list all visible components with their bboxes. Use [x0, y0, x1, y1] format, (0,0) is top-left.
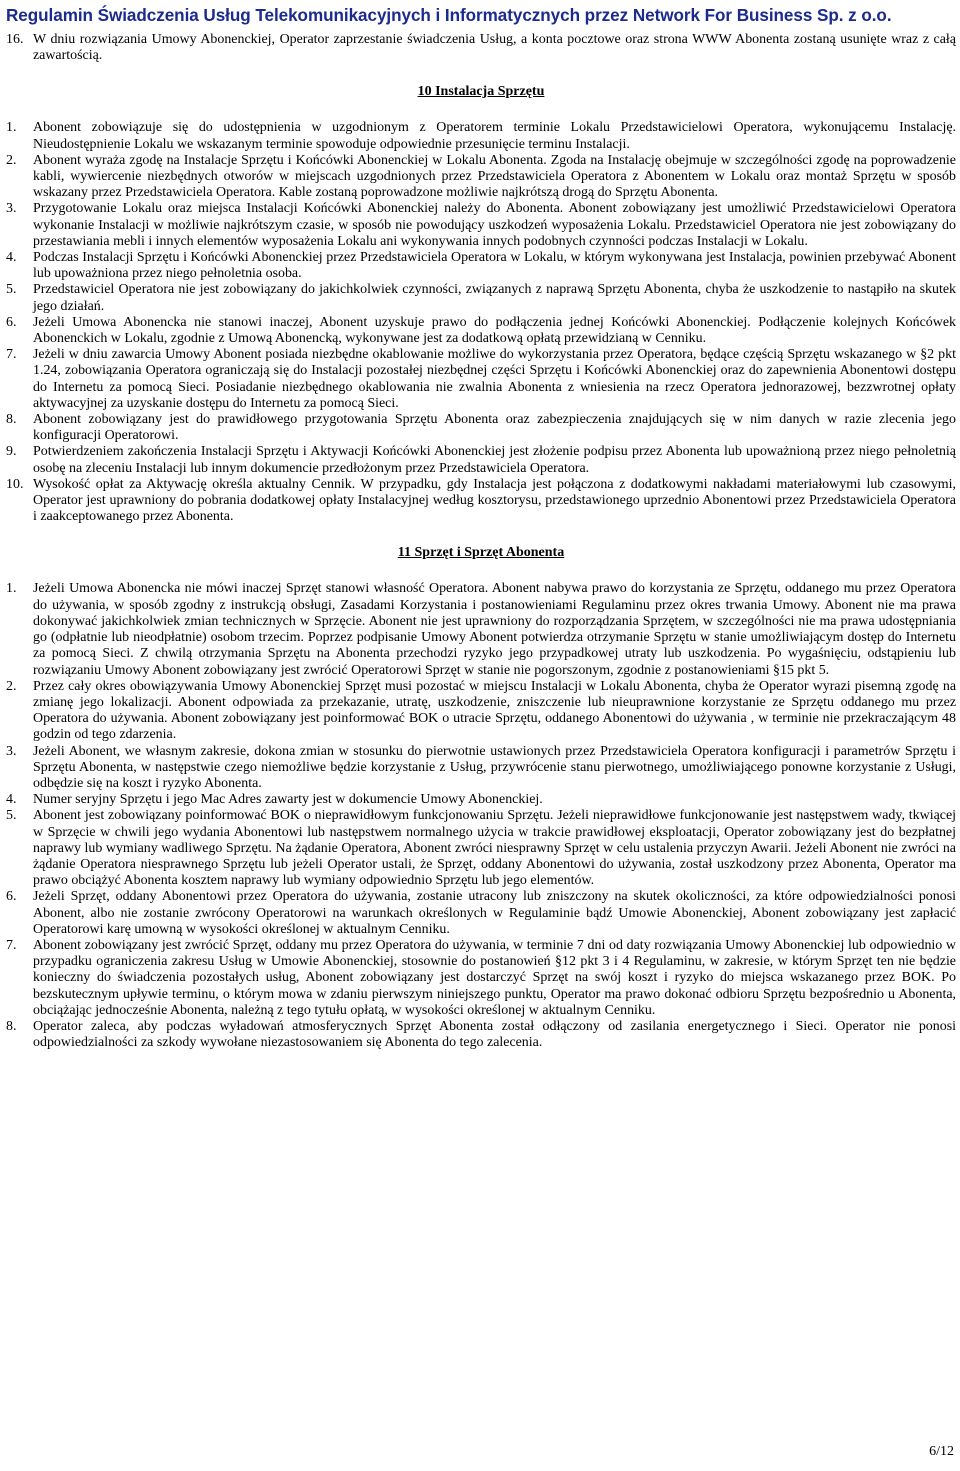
list-item: [6, 444, 956, 476]
list-item: [6, 282, 956, 314]
list-item-number: 7.: [6, 937, 17, 953]
list-item-text: Podczas Instalacji Sprzętu i Końcówki Abonenckiej przez Przedstawiciela Operatora w Lokalu, w którym wykonywana jest Instalacja, powinien przebywać Abonent lub upoważniona przez niego pełnoletnia osoba.: [33, 250, 956, 282]
list-item: [6, 938, 956, 1019]
list-item: [6, 1019, 956, 1051]
list-item-number: 2.: [6, 678, 17, 694]
list-item-text: Abonent wyraża zgodę na Instalacje Sprzętu i Końcówki Abonenckiej w Lokalu Abonenta. Zgoda na Instalację obejmuje w szczególności zgodę na poprowadzenie kabli, wywiercenie niezbędnych otworów w miejscach uzgodnionych przez Przedstawiciela Operatora z Abonentem w Lokalu oraz montaż Sprzętu w sposób wskazany przez Przedstawiciela Operatora. Kable zostaną poprowadzone możliwie najkrótszą drogą do Sprzętu Abonenta.: [33, 152, 956, 201]
list-item: [6, 250, 956, 282]
list-item-text: Przygotowanie Lokalu oraz miejsca Instalacji Końcówki Abonenckiej należy do Abonenta. Abonent zobowiązany jest umożliwić Przedstawicielowi Operatora wykonanie Instalacji w możliwie najkrótszym czasie, w sposób nie powodujący uszkodzeń wyposażenia Lokalu. Przedstawiciel Operatora nie jest zobowiązany do przestawiania mebli i innych elementów wyposażenia Lokalu ani wykonywania innych podobnych czynności podczas Instalacji w Lokalu.: [33, 201, 956, 249]
list-item-text: Jeżeli Sprzęt, oddany Abonentowi przez Operatora do używania, zostanie utracony lub zniszczony na skutek okoliczności, za które odpowiedzialności ponosi Abonent, albo nie zostanie zwrócony Operatorowi na warunkach określonych w Regulaminie bądź Umowie Abonenckiej, Abonent zobowiązany jest zapłacić Operatorowi karę umowną w wysokości określonej w aktualnym Cenniku.: [33, 889, 956, 937]
list-item: [6, 153, 956, 202]
list-item-text: Numer seryjny Sprzętu i jego Mac Adres zawarty jest w dokumencie Umowy Abonenckiej.: [33, 792, 543, 808]
list-item-number: 1.: [6, 120, 17, 136]
section-11-list: [6, 581, 956, 1051]
list-item-number: 1.: [6, 581, 17, 597]
list-item-text: Jeżeli Umowa Abonencka nie mówi inaczej Sprzęt stanowi własność Operatora. Abonent nabywa prawo do korzystania ze Sprzętu, oddanego mu przez Operatora do używania, w sposób zgodny z instrukcją obsługi, Zasadami Korzystania i postanowieniami Regulaminu przez okres trwania Umowy. Abonent nie ma prawa dokonywać jakichkolwiek zmian technicznych w Sprzęcie. Abonent nie jest uprawniony do rozporządzania Sprzętem, w szczególności nie ma prawa udostępniania go (odpłatnie lub nieodpłatnie) osobom trzecim. Poprzez podpisanie Umowy Abonent potwierdza otrzymanie Sprzętu w stanie umożliwiającym dostęp do Internetu za pomocą Sieci. Z chwilą otrzymania Sprzętu na Abonenta przechodzi ryzyko jego przypadkowej utraty lub uszkodzenia. Po wygaśnięciu, odstąpieniu lub rozwiązaniu Umowy Abonent zobowiązany jest zwrócić Operatorowi Sprzęt w stanie nie pogorszonym, zgodnie z postanowieniami §15 pkt 5.: [33, 581, 956, 678]
list-item-number: 8.: [6, 1018, 17, 1034]
document-page: [6, 6, 956, 1051]
list-item-text: Potwierdzeniem zakończenia Instalacji Sprzętu i Aktywacji Końcówki Abonenckiej jest złożenie podpisu przez Abonenta lub upoważnioną przez niego pełnoletnią osobę na zleceniu Instalacji lub innym dokumencie przedłożonym przez Przedstawiciela Operatora.: [33, 444, 956, 476]
list-item: [6, 347, 956, 412]
list-item: [6, 679, 956, 744]
page-number: 6/12: [929, 1444, 954, 1459]
list-item-number: 5.: [6, 282, 17, 298]
list-item-number: 6.: [6, 314, 17, 330]
list-item-text: Abonent zobowiązany jest zwrócić Sprzęt, oddany mu przez Operatora do używania, w terminie 7 dni od daty rozwiązania Umowy Abonenckiej lub odpowiednio w przypadku ograniczenia zakresu Usług w Umowie Abonenckiej, stosownie do postanowień §12 pkt 3 i 4 Regulaminu, w zakresie, w którym Sprzęt ten nie będzie konieczny do świadczenia pozostałych usług, Abonent zobowiązany jest dostarczyć Sprzęt na swój koszt i ryzyko do miejsca wskazanego przez BOK. Po bezskutecznym upływie terminu, o którym mowa w zdaniu pierwszym niniejszego punktu, Operator ma prawo dokonać odbioru Sprzętu bezpośrednio u Abonenta, obciążając jednocześnie Abonenta, należną z tego tytułu opłatą, w wysokości określonej w aktualnym Cenniku.: [33, 937, 956, 1018]
list-item-number: 5.: [6, 808, 17, 824]
list-item-text: Abonent jest zobowiązany poinformować BOK o nieprawidłowym funkcjonowaniu Sprzętu. Jeżeli nieprawidłowe funkcjonowanie jest następstwem wady, tkwiącej w Sprzęcie w chwili jego wydania Abonentowi lub następstwem normalnego użycia w trakcie prawidłowej eksploatacji, Operator zobowiązany jest do bezpłatnej naprawy lub wymiany wadliwego Sprzętu. Na żądanie Operatora, Abonent zwróci niesprawny Sprzęt w celu ustalenia przyczyn Awarii. Jeżeli Abonent nie zwróci na żądanie Operatora niesprawnego Sprzętu lub jeżeli Operator ustali, że Sprzęt, oddany Abonentowi do używania, został uszkodzony przez Abonenta, Operator ma prawo obciążyć Abonenta kosztem naprawy lub wymiany odpowiednio Sprzętu lub jego elementów.: [33, 808, 956, 889]
list-item-text: Przedstawiciel Operatora nie jest zobowiązany do jakichkolwiek czynności, związanych z naprawą Sprzętu Abonenta, chyba że uszkodzenie to nastąpiło na skutek jego działań.: [33, 282, 956, 314]
list-item: [6, 477, 956, 526]
section-11-title: 11 Sprzęt i Sprzęt Abonenta: [397, 545, 565, 561]
list-item-text: Abonent zobowiązany jest do prawidłowego przygotowania Sprzętu Abonenta oraz zabezpieczenia znajdujących się w nim danych w razie zlecenia jego konfiguracji Operatorowi.: [33, 412, 956, 444]
list-item-text: Przez cały okres obowiązywania Umowy Abonenckiej Sprzęt musi pozostać w miejscu Instalacji w Lokalu Abonenta, chyba że Operator wyrazi pisemną zgodę na zmianę jego lokalizacji. Abonent odpowiada za przekazanie, utratę, uszkodzenie, zniszczenie lub nieuprawnione korzystanie ze Sprzętu oddanego mu przez Operatora do używania. Abonent zobowiązany jest poinformować BOK o utracie Sprzętu, oddanego Abonentowi do używania , w terminie nie przekraczającym 48 godzin od tego zdarzenia.: [33, 678, 956, 743]
list-item-number: 6.: [6, 889, 17, 905]
list-item-number: 10.: [6, 476, 24, 492]
list-item-text: Jeżeli Umowa Abonencka nie stanowi inaczej, Abonent uzyskuje prawo do podłączenia jednej Końcówki Abonenckiej. Podłączenie kolejnych Końcówek Abonenckich w Lokalu, zgodnie z Umową Abonencką, wykonywane jest za dodatkową opłatą przewidzianą w Cenniku.: [33, 314, 956, 347]
list-item: [6, 581, 956, 678]
section-10-list: [6, 120, 956, 525]
list-item-number: 8.: [6, 412, 17, 428]
list-item: [6, 889, 956, 938]
list-item-number: 3.: [6, 743, 17, 759]
list-item-number: 9.: [6, 444, 17, 460]
list-item-number: 3.: [6, 201, 17, 217]
list-item: [6, 201, 956, 250]
list-item: [6, 315, 956, 347]
list-item-text: Abonent zobowiązuje się do udostępnienia w uzgodnionym z Operatorem terminie Lokalu Przedstawicielowi Operatora, wykonującemu Instalację. Nieudostępnienie Lokalu we wskazanym terminie spowoduje odpowiednie przesunięcie terminu Instalacji.: [33, 120, 956, 152]
list-item-number: 7.: [6, 347, 17, 363]
list-item-text: Jeżeli w dniu zawarcia Umowy Abonent posiada niezbędne okablowanie możliwe do wykorzystania przez Operatora, będące częścią Sprzętu wskazanego w §2 pkt 1.24, zobowiązania Operatora ograniczają się do Instalacji pozostałej niezbędnej części Sprzętu i Końcówki Abonenckiej oraz do zapewnienia Abonentowi dostępu do Internetu za pomocą Sieci. Posiadanie niezbędnego okablowania nie zwalnia Abonenta z wniesienia na rzecz Operatora jednorazowej, bezzwrotnej opłaty aktywacyjnej za uzyskanie dostępu do Internetu za pomocą Sieci.: [33, 347, 956, 411]
list-item-number: 4.: [6, 250, 17, 266]
list-item-number: 2.: [6, 152, 17, 168]
list-item-text: Operator zaleca, aby podczas wyładowań atmosferycznych Sprzęt Abonenta został odłączony od zasilania energetycznego i Sieci. Operator nie ponosi odpowiedzialności za szkody wywołane niezastosowaniem się Abonenta do tego zalecenia.: [33, 1018, 956, 1051]
list-item: [6, 744, 956, 793]
intro-paragraph: [6, 32, 956, 64]
list-item-number: 4.: [6, 792, 17, 808]
list-item: [6, 792, 956, 808]
intro-number: 16.: [6, 32, 24, 47]
section-10-title: 10 Instalacja Sprzętu: [417, 84, 545, 100]
list-item-text: Jeżeli Abonent, we własnym zakresie, dokona zmian w stosunku do pierwotnie ustawionych przez Przedstawiciela Operatora konfiguracji i parametrów Sprzętu i Sprzętu Abonenta, w następstwie czego niemożliwe będzie korzystanie z Usług, przywrócenie stanu pierwotnego, umożliwiającego ponowne korzystanie z Usługi, odbędzie się na koszt i ryzyko Abonenta.: [33, 743, 956, 791]
intro-text: W dniu rozwiązania Umowy Abonenckiej, Operator zaprzestanie świadczenia Usług, a konta pocztowe oraz strona WWW Abonenta zostaną usunięte wraz z całą zawartością.: [33, 32, 956, 64]
list-item: [6, 120, 956, 152]
document-header-title: Regulamin Świadczenia Usług Telekomunikacyjnych i Informatycznych przez Network For Business Sp. z o.o.: [6, 6, 892, 25]
list-item: [6, 412, 956, 444]
list-item: [6, 808, 956, 889]
list-item-text: Wysokość opłat za Aktywację określa aktualny Cennik. W przypadku, gdy Instalacja jest połączona z dodatkowymi nakładami materiałowymi lub czasowymi, Operator jest uprawniony do pobrania dodatkowej opłaty Instalacyjnej według kosztorysu, przedstawionego uprzednio Abonentowi przez Przedstawiciela Operatora i zaakceptowanego przez Abonenta.: [33, 476, 956, 525]
